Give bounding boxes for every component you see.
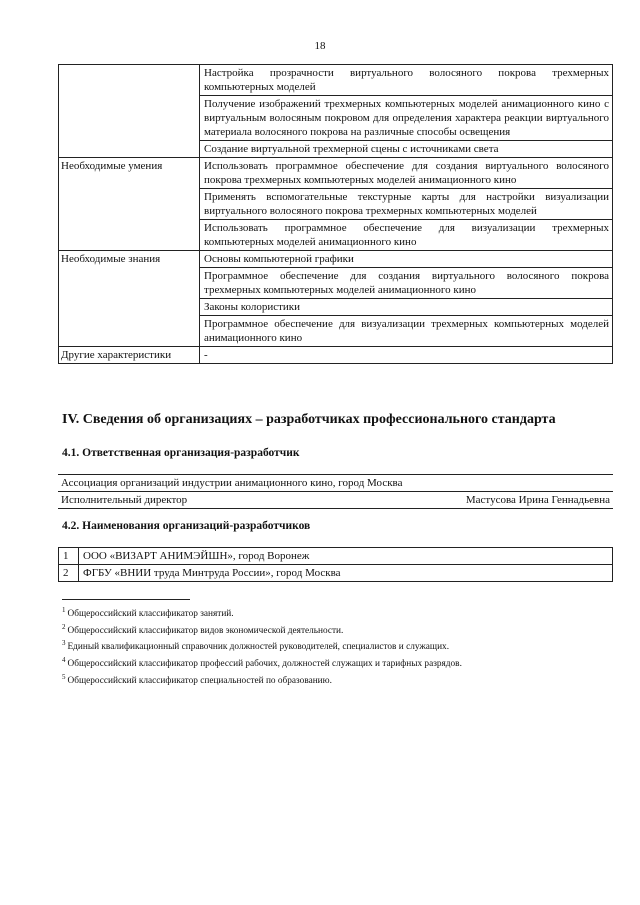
table-cell: Настройка прозрачности виртуального волосяного покрова трехмерных компьютерных моделей [200, 65, 613, 96]
table-cell: Использовать программное обеспечение для визуализации трехмерных компьютерных моделей анимационного кино [200, 220, 613, 251]
row-number: 2 [59, 565, 79, 582]
subsection-title-responsible: 4.1. Ответственная организация-разработчик [62, 447, 300, 459]
footnote: $^4$ Общероссийский классификатор профессий рабочих, должностей служащих и тарифных разрядов. [62, 656, 462, 670]
table-cell: Программное обеспечение для создания виртуального волосяного покрова трехмерных компьютерных моделей анимационного кино [200, 268, 613, 299]
responsible-org-table [58, 474, 613, 509]
table-cell: Получение изображений трехмерных компьютерных моделей анимационного кино с виртуальным волосяным покровом для определения характера реакции виртуального материала волосяного покрова на различные способы освещения [200, 96, 613, 141]
table-row [58, 475, 613, 492]
table-row [59, 347, 613, 364]
table-cell: - [200, 347, 613, 364]
table-cell: Использовать программное обеспечение для создания виртуального волосяного покрова трехмерных компьютерных моделей анимационного кино [200, 158, 613, 189]
table-row [58, 492, 613, 509]
table-cell: Применять вспомогательные текстурные карты для настройки визуализации виртуального волосяного покрова трехмерных компьютерных моделей [200, 189, 613, 220]
table-cell: Законы колористики [200, 299, 613, 316]
row-label-cell [59, 65, 200, 158]
developer-name: ООО «ВИЗАРТ АНИМЭЙШН», город Воронеж [79, 548, 613, 565]
footnote: $^2$ Общероссийский классификатор видов экономической деятельности. [62, 622, 344, 636]
section-heading: IV. Сведения об организациях – разработчиках профессионального стандарта [62, 412, 556, 427]
table-row [59, 565, 613, 582]
row-label-skills: Необходимые умения [59, 158, 200, 251]
table-row [59, 251, 613, 268]
table-row [59, 158, 613, 189]
requirements-table [58, 64, 613, 364]
person-name: Мастусова Ирина Геннадьевна [465, 494, 610, 506]
developers-table [58, 547, 613, 582]
row-label-other: Другие характеристики [59, 347, 200, 364]
row-label-knowledge: Необходимые знания [59, 251, 200, 347]
footnote: $^1$ Общероссийский классификатор занятий. [62, 606, 234, 620]
table-row [59, 548, 613, 565]
footnote: $^3$ Единый квалификационный справочник должностей руководителей, специалистов и служащих. [62, 639, 450, 653]
table-row [59, 65, 613, 96]
footnote: $^5$ Общероссийский классификатор специальностей по образованию. [62, 672, 332, 686]
row-number: 1 [59, 548, 79, 565]
page-number: 18 [314, 40, 326, 52]
table-cell: Программное обеспечение для визуализации трехмерных компьютерных моделей анимационного кино [200, 316, 613, 347]
footnotes [62, 604, 462, 687]
table-cell: Создание виртуальной трехмерной сцены с источниками света [200, 141, 613, 158]
subsection-title-developers: 4.2. Наименования организаций-разработчиков [62, 520, 311, 532]
signatory-cell [58, 492, 613, 509]
developer-name: ФГБУ «ВНИИ труда Минтруда России», город Москва [79, 565, 613, 582]
table-cell: Основы компьютерной графики [200, 251, 613, 268]
organization-name: Ассоциация организаций индустрии анимационного кино, город Москва [58, 475, 613, 492]
footnote-divider [62, 599, 190, 600]
position-title: Исполнительный директор [61, 494, 188, 506]
